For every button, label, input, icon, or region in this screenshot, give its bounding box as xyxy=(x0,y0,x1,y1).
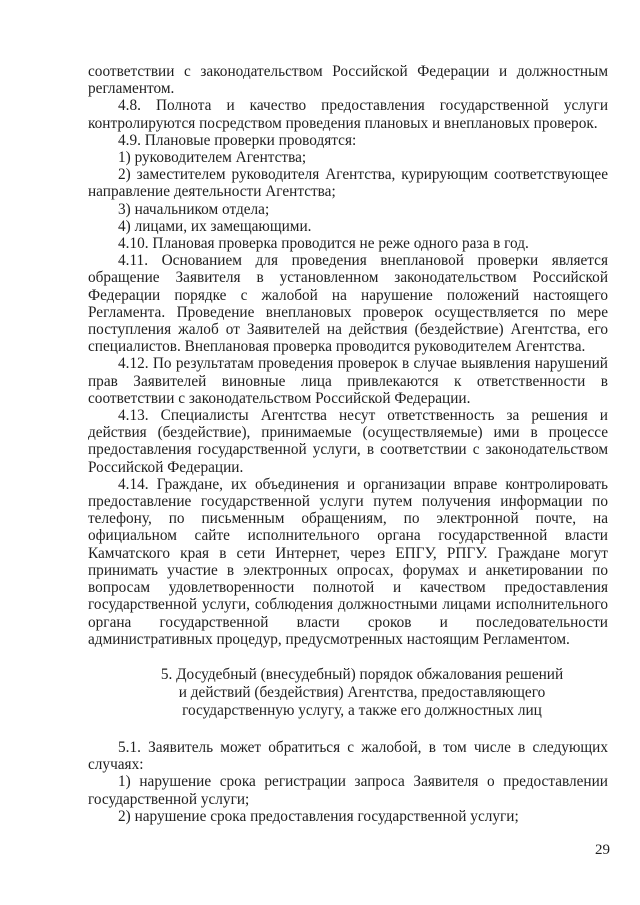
section-heading-line: и действий (бездействия) Агентства, предоставляющего xyxy=(178,683,546,701)
body-text-before xyxy=(88,63,608,648)
document-page xyxy=(88,63,608,825)
section-heading-line: государственную услугу, а также его должностных лиц xyxy=(182,701,542,719)
paragraph: 2) нарушение срока предоставления государственной услуги; xyxy=(118,807,519,825)
paragraph: 4.8. Полнота и качество предоставления государственной услуги контролируются посредством проведения плановых и внеплановых проверок. xyxy=(88,97,608,132)
paragraph: 1) руководителем Агентства; xyxy=(118,149,307,167)
paragraph: 4.14. Граждане, их объединения и организации вправе контролировать предоставление государственной услуги путем получения информации по телефону, по письменным обращениям, по электронной почте, на официальном сайте исполнительного органа государственной власти Камчатского края в сети Интернет, через ЕПГУ, РПГУ. Граждане могут принимать участие в электронных опросах, форумах и анкетировании по вопросам удовлетворенности полнотой и качеством предоставления государственной услуги, соблюдения должностными лицами исполнительного органа государственной власти сроков и последовательности административных процедур, предусмотренных настоящим Регламентом. xyxy=(88,475,608,648)
body-text-after xyxy=(88,739,608,825)
paragraph: 1) нарушение срока регистрации запроса Заявителя о предоставлении государственной услуги; xyxy=(88,773,608,808)
section-heading-line: 5. Досудебный (внесудебный) порядок обжалования решений xyxy=(160,665,564,683)
paragraph: 2) заместителем руководителя Агентства, курирующим соответствующее направление деятельности Агентства; xyxy=(88,166,608,201)
paragraph: 4) лицами, их замещающими. xyxy=(118,217,312,235)
paragraph: 4.12. По результатам проведения проверок в случае выявления нарушений прав Заявителей виновные лица привлекаются к ответственности в соответствии с законодательством Российской Федерации. xyxy=(88,355,608,407)
paragraph: 5.1. Заявитель может обратиться с жалобой, в том числе в следующих случаях: xyxy=(88,738,608,774)
paragraph: 4.9. Плановые проверки проводятся: xyxy=(118,131,357,149)
section-heading xyxy=(88,666,608,720)
paragraph: 4.10. Плановая проверка проводится не реже одного раза в год. xyxy=(118,235,529,253)
paragraph: 3) начальником отдела; xyxy=(118,200,270,218)
paragraph: 4.11. Основанием для проведения внеплановой проверки является обращение Заявителя в установленном законодательством Российской Федерации порядке с жалобой на нарушение положений настоящего Регламента. Проведение внеплановых проверок осуществляется по мере поступления жалоб от Заявителей на действия (бездействие) Агентства, его специалистов. Внеплановая проверка проводится руководителем Агентства. xyxy=(88,252,608,356)
page-number: 29 xyxy=(595,842,610,858)
paragraph: соответствии с законодательством Российской Федерации и должностным регламентом. xyxy=(88,63,608,98)
paragraph: 4.13. Специалисты Агентства несут ответственность за решения и действия (бездействие), принимаемые (осуществляемые) ими в процессе предоставления государственной услуги, в соответствии с законодательством Российской Федерации. xyxy=(88,407,608,476)
